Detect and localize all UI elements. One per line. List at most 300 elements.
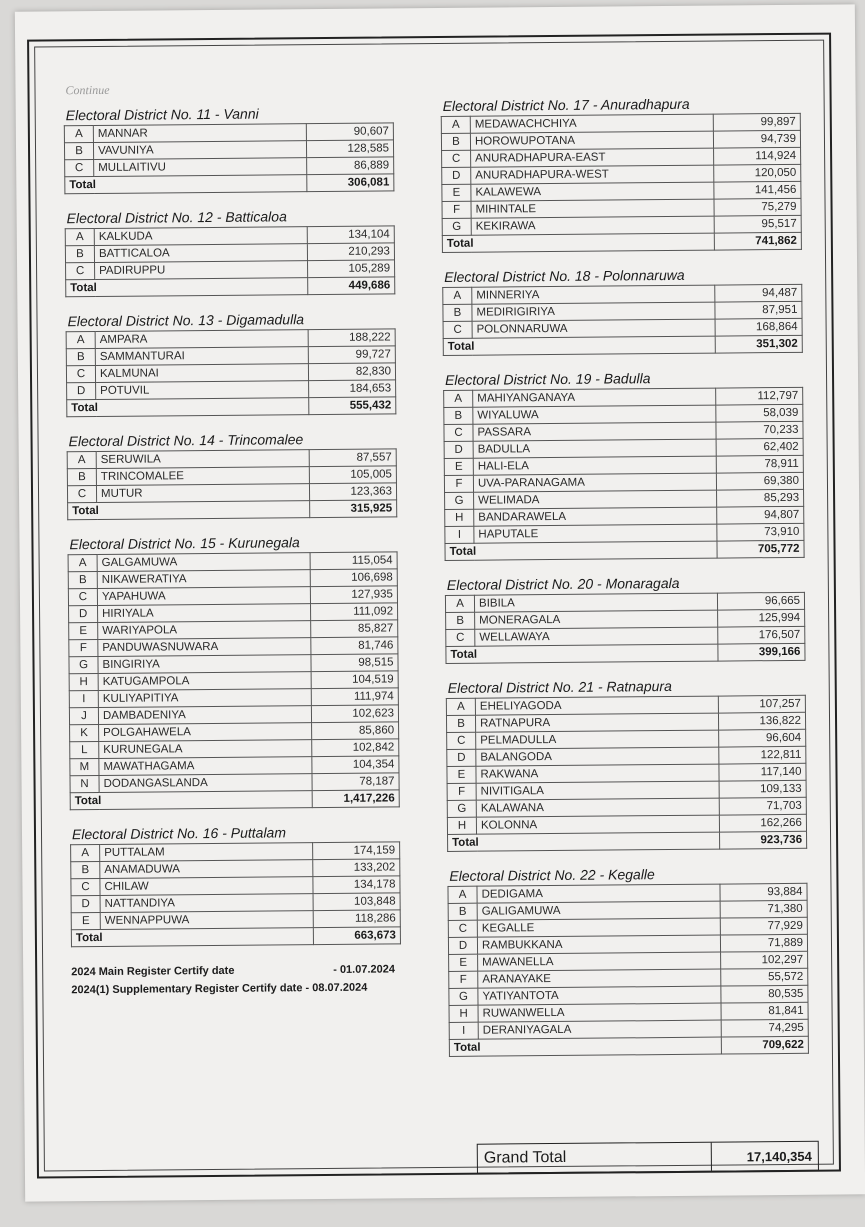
division-voters: 94,739	[713, 130, 800, 148]
division-name: MAWATHAGAMA	[99, 757, 312, 776]
division-name: BALANGODA	[476, 747, 719, 766]
total-row	[445, 540, 804, 560]
division-letter: B	[443, 304, 472, 321]
division-voters: 125,994	[718, 609, 805, 627]
division-name: DAMBADENIYA	[98, 706, 311, 725]
division-letter: E	[447, 766, 476, 783]
right-column	[441, 95, 809, 1073]
division-letter: C	[66, 263, 95, 280]
division-letter: F	[447, 783, 476, 800]
division-voters: 188,222	[308, 329, 395, 347]
division-voters: 141,456	[714, 181, 801, 199]
total-label: Total	[70, 791, 312, 810]
division-voters: 87,557	[309, 449, 396, 467]
division-letter: B	[65, 246, 94, 263]
total-row	[68, 500, 397, 520]
district-block	[443, 369, 805, 561]
division-letter: E	[69, 622, 98, 639]
division-voters: 75,279	[714, 198, 801, 216]
division-letter: B	[71, 861, 100, 878]
division-name: RATNAPURA	[475, 713, 718, 732]
grand-total-label: Grand Total	[478, 1143, 712, 1173]
division-name: KEKIRAWA	[471, 216, 714, 235]
division-name: HALI-ELA	[473, 456, 716, 475]
total-row	[70, 790, 399, 810]
division-voters: 134,104	[307, 226, 394, 244]
division-voters: 73,910	[717, 523, 804, 541]
division-name: BINGIRIYA	[98, 655, 311, 674]
division-letter: D	[442, 167, 471, 184]
division-letter: C	[66, 365, 95, 382]
division-name: KALAWANA	[476, 798, 719, 817]
division-voters: 87,951	[715, 301, 802, 319]
total-value: 923,736	[720, 831, 807, 849]
district-block	[67, 533, 399, 810]
division-letter: B	[448, 903, 477, 920]
total-row	[446, 643, 805, 663]
division-name: GALGAMUWA	[97, 553, 310, 572]
total-label: Total	[449, 1037, 721, 1056]
division-voters: 70,233	[716, 421, 803, 439]
division-voters: 85,827	[311, 620, 398, 638]
total-label: Total	[448, 832, 720, 851]
district-title: Electoral District No. 17 - Anuradhapura	[442, 95, 690, 114]
division-voters: 104,354	[312, 756, 399, 774]
division-letter: K	[70, 724, 99, 741]
division-letter: B	[441, 133, 470, 150]
division-name: RUWANWELLA	[478, 1003, 721, 1022]
division-letter: A	[71, 844, 100, 861]
division-letter: G	[442, 218, 471, 235]
division-name: RAKWANA	[476, 764, 719, 783]
district-table	[67, 448, 398, 520]
division-name: RAMBUKKANA	[477, 935, 720, 954]
division-letter: C	[444, 424, 473, 441]
district-block	[447, 865, 809, 1057]
certify-notes	[71, 960, 401, 999]
division-voters: 96,665	[717, 592, 804, 610]
division-name: NATTANDIYA	[100, 894, 313, 913]
division-voters: 184,653	[309, 380, 396, 398]
division-voters: 99,897	[713, 113, 800, 131]
division-voters: 111,092	[311, 603, 398, 621]
district-block	[70, 823, 401, 947]
division-letter: M	[70, 758, 99, 775]
division-letter: A	[441, 116, 470, 133]
division-name: CHILAW	[100, 877, 313, 896]
division-name: ANAMADUWA	[100, 860, 313, 879]
division-name: WENNAPPUWA	[100, 911, 313, 930]
division-voters: 210,293	[307, 243, 394, 261]
division-letter: A	[448, 886, 477, 903]
division-voters: 134,178	[313, 876, 400, 894]
division-name: ARANAYAKE	[478, 969, 721, 988]
division-voters: 78,187	[312, 773, 399, 791]
district-table	[68, 551, 400, 810]
division-voters: 98,515	[311, 654, 398, 672]
division-voters: 127,935	[310, 586, 397, 604]
total-label: Total	[65, 175, 307, 194]
district-block	[442, 266, 803, 356]
division-letter: C	[67, 485, 96, 502]
division-name: POLGAHAWELA	[99, 723, 312, 742]
division-name: ANURADHAPURA-WEST	[471, 165, 714, 184]
division-name: MEDIRIGIRIYA	[472, 302, 715, 321]
division-name: DEDIGAMA	[477, 884, 720, 903]
total-row	[448, 831, 807, 851]
division-name: MAHIYANGANAYA	[473, 388, 716, 407]
division-name: YATIYANTOTA	[478, 986, 721, 1005]
division-letter: A	[68, 554, 97, 571]
total-value: 399,166	[718, 643, 805, 661]
supplementary-register-date: - 08.07.2024	[305, 981, 368, 995]
division-letter: E	[442, 184, 471, 201]
division-letter: D	[71, 895, 100, 912]
division-name: MULLAITIVU	[94, 158, 307, 177]
division-name: WELLAWAYA	[475, 627, 718, 646]
division-voters: 85,860	[312, 722, 399, 740]
division-voters: 62,402	[716, 438, 803, 456]
district-block	[446, 677, 807, 852]
division-name: KALKUDA	[94, 227, 307, 246]
total-value: 449,686	[308, 277, 395, 295]
division-letter: H	[445, 509, 474, 526]
division-letter: G	[69, 656, 98, 673]
district-table	[442, 284, 803, 356]
division-name: VAVUNIYA	[93, 141, 306, 160]
district-block	[67, 430, 398, 520]
district-title: Electoral District No. 12 - Batticaloa	[66, 208, 287, 227]
total-value: 351,302	[715, 335, 802, 353]
division-name: KALAWEWA	[471, 182, 714, 201]
division-name: HOROWUPOTANA	[470, 131, 713, 150]
division-voters: 136,822	[718, 712, 805, 730]
division-voters: 86,889	[307, 157, 394, 175]
division-name: MINNERIYA	[472, 285, 715, 304]
division-letter: F	[444, 475, 473, 492]
division-voters: 104,519	[311, 671, 398, 689]
main-register-label: 2024 Main Register Certify date	[71, 964, 235, 979]
division-voters: 90,607	[306, 123, 393, 141]
division-voters: 74,295	[721, 1019, 808, 1037]
total-label: Total	[66, 278, 308, 297]
total-label: Total	[443, 336, 715, 355]
division-letter: H	[69, 673, 98, 690]
total-value: 555,432	[309, 397, 396, 415]
division-letter: F	[449, 971, 478, 988]
division-letter: C	[68, 588, 97, 605]
division-name: KALMUNAI	[95, 364, 308, 383]
division-voters: 71,703	[719, 797, 806, 815]
division-voters: 94,807	[717, 506, 804, 524]
division-voters: 77,929	[720, 917, 807, 935]
division-name: KOLONNA	[476, 815, 719, 834]
division-voters: 71,380	[720, 900, 807, 918]
total-label: Total	[68, 501, 310, 520]
division-name: BANDARAWELA	[474, 507, 717, 526]
grand-total-box	[477, 1141, 819, 1174]
division-voters: 85,293	[717, 489, 804, 507]
division-voters: 93,884	[720, 883, 807, 901]
total-label: Total	[446, 644, 718, 663]
division-name: PUTTALAM	[100, 843, 313, 862]
division-letter: C	[447, 732, 476, 749]
district-table	[70, 841, 401, 947]
division-voters: 102,623	[311, 705, 398, 723]
division-letter: L	[70, 741, 99, 758]
division-voters: 162,266	[719, 814, 806, 832]
division-voters: 168,864	[715, 318, 802, 336]
page-border	[27, 33, 841, 1179]
division-letter: G	[449, 988, 478, 1005]
division-letter: D	[69, 605, 98, 622]
left-column	[64, 104, 402, 999]
division-voters: 94,487	[715, 284, 802, 302]
district-table	[443, 387, 804, 561]
total-row	[71, 927, 400, 947]
total-row	[449, 1036, 808, 1056]
division-voters: 102,297	[721, 951, 808, 969]
division-voters: 102,842	[312, 739, 399, 757]
continue-label: Continue	[65, 82, 110, 98]
division-letter: C	[65, 160, 94, 177]
district-title: Electoral District No. 13 - Digamadulla	[67, 311, 305, 330]
district-title: Electoral District No. 16 - Puttalam	[71, 824, 287, 843]
division-voters: 80,535	[721, 985, 808, 1003]
district-block	[64, 104, 395, 194]
district-title: Electoral District No. 15 - Kurunegala	[69, 534, 300, 553]
district-title: Electoral District No. 20 - Monaragala	[446, 574, 680, 593]
division-letter: J	[69, 707, 98, 724]
total-value: 663,673	[313, 927, 400, 945]
district-table	[441, 113, 802, 253]
division-voters: 109,133	[719, 780, 806, 798]
division-voters: 82,830	[308, 363, 395, 381]
division-letter: B	[446, 715, 475, 732]
division-name: PASSARA	[473, 422, 716, 441]
supplementary-register-line	[71, 978, 401, 999]
division-letter: E	[444, 458, 473, 475]
division-voters: 96,604	[719, 729, 806, 747]
division-name: MIHINTALE	[471, 199, 714, 218]
division-letter: B	[67, 468, 96, 485]
division-voters: 78,911	[716, 455, 803, 473]
division-voters: 123,363	[309, 483, 396, 501]
total-row	[66, 277, 395, 297]
division-name: EHELIYAGODA	[475, 696, 718, 715]
total-value: 705,772	[717, 540, 804, 558]
division-letter: C	[442, 150, 471, 167]
district-table	[445, 592, 806, 664]
district-title: Electoral District No. 22 - Kegalle	[449, 866, 655, 884]
division-letter: C	[71, 878, 100, 895]
division-name: NIVITIGALA	[476, 781, 719, 800]
division-name: MAWANELLA	[478, 952, 721, 971]
division-letter: C	[446, 629, 475, 646]
division-letter: E	[71, 912, 100, 929]
division-voters: 71,889	[720, 934, 807, 952]
division-letter: D	[448, 937, 477, 954]
division-letter: B	[68, 571, 97, 588]
district-title: Electoral District No. 14 - Trincomalee	[68, 431, 304, 450]
division-name: KURUNEGALA	[99, 740, 312, 759]
supplementary-register-label: 2024(1) Supplementary Register Certify date	[71, 982, 303, 997]
total-label: Total	[71, 928, 313, 947]
division-letter: E	[449, 954, 478, 971]
division-voters: 81,841	[721, 1002, 808, 1020]
division-letter: D	[447, 749, 476, 766]
division-letter: A	[67, 451, 96, 468]
division-name: BATTICALOA	[94, 244, 307, 263]
division-letter: A	[66, 331, 95, 348]
division-letter: A	[446, 698, 475, 715]
division-voters: 106,698	[310, 569, 397, 587]
division-letter: N	[70, 775, 99, 792]
division-name: SERUWILA	[96, 450, 309, 469]
total-label: Total	[67, 398, 309, 417]
division-name: HIRIYALA	[98, 604, 311, 623]
division-voters: 120,050	[714, 164, 801, 182]
division-letter: H	[449, 1005, 478, 1022]
division-letter: I	[449, 1022, 478, 1039]
division-voters: 107,257	[718, 695, 805, 713]
division-name: WARIYAPOLA	[98, 621, 311, 640]
district-block	[65, 207, 396, 297]
division-voters: 99,727	[308, 346, 395, 364]
division-letter: I	[69, 690, 98, 707]
district-title: Electoral District No. 18 - Polonnaruwa	[444, 266, 685, 285]
district-block	[441, 95, 802, 253]
district-table	[446, 695, 807, 852]
division-letter: A	[65, 229, 94, 246]
division-voters: 95,517	[714, 215, 801, 233]
division-voters: 115,054	[310, 552, 397, 570]
total-row	[443, 335, 802, 355]
total-label: Total	[442, 233, 714, 252]
division-name: DODANGASLANDA	[99, 774, 312, 793]
division-name: MEDAWACHCHIYA	[470, 114, 713, 133]
division-name: POTUVIL	[96, 381, 309, 400]
division-name: POLONNARUWA	[472, 319, 715, 338]
division-letter: D	[67, 382, 96, 399]
division-voters: 133,202	[313, 859, 400, 877]
division-voters: 117,140	[719, 763, 806, 781]
division-letter: A	[444, 390, 473, 407]
division-name: HAPUTALE	[474, 524, 717, 543]
division-voters: 81,746	[311, 637, 398, 655]
division-name: PELMADULLA	[476, 730, 719, 749]
division-voters: 128,585	[306, 140, 393, 158]
district-title: Electoral District No. 19 - Badulla	[444, 370, 651, 388]
division-letter: H	[447, 817, 476, 834]
total-value: 741,862	[714, 232, 801, 250]
district-table	[66, 328, 397, 417]
division-voters: 55,572	[721, 968, 808, 986]
division-letter: A	[443, 287, 472, 304]
division-name: GALIGAMUWA	[477, 901, 720, 920]
division-voters: 176,507	[718, 626, 805, 644]
division-name: YAPAHUWA	[97, 587, 310, 606]
division-name: MUTUR	[96, 484, 309, 503]
district-block	[65, 310, 396, 417]
division-voters: 174,159	[313, 842, 400, 860]
total-value: 1,417,226	[312, 790, 399, 808]
total-value: 315,925	[310, 500, 397, 518]
division-letter: B	[66, 348, 95, 365]
division-letter: B	[444, 407, 473, 424]
main-register-date: - 01.07.2024	[333, 963, 396, 976]
division-name: KEGALLE	[477, 918, 720, 937]
district-title: Electoral District No. 11 - Vanni	[65, 105, 259, 124]
grand-total-value: 17,140,354	[746, 1148, 812, 1164]
division-name: WELIMADA	[474, 490, 717, 509]
division-voters: 58,039	[716, 404, 803, 422]
total-value: 709,622	[721, 1036, 808, 1054]
division-letter: D	[444, 441, 473, 458]
division-voters: 69,380	[716, 472, 803, 490]
division-letter: B	[64, 143, 93, 160]
district-table	[64, 122, 395, 194]
division-letter: G	[447, 800, 476, 817]
page-border-inner	[34, 40, 834, 1172]
division-name: BADULLA	[473, 439, 716, 458]
division-voters: 118,286	[313, 910, 400, 928]
division-name: TRINCOMALEE	[96, 467, 309, 486]
division-voters: 105,289	[308, 260, 395, 278]
division-voters: 114,924	[714, 147, 801, 165]
division-letter: C	[448, 920, 477, 937]
total-row	[65, 174, 394, 194]
division-voters: 112,797	[716, 387, 803, 405]
division-name: ANURADHAPURA-EAST	[471, 148, 714, 167]
division-letter: A	[64, 126, 93, 143]
division-name: AMPARA	[95, 330, 308, 349]
division-letter: C	[443, 321, 472, 338]
division-voters: 105,005	[309, 466, 396, 484]
total-row	[67, 397, 396, 417]
total-value: 306,081	[307, 174, 394, 192]
document-page	[15, 4, 865, 1201]
division-name: MANNAR	[93, 124, 306, 143]
division-letter: B	[446, 612, 475, 629]
district-title: Electoral District No. 21 - Ratnapura	[447, 677, 672, 696]
division-letter: I	[445, 526, 474, 543]
division-name: NIKAWERATIYA	[97, 570, 310, 589]
district-table	[65, 225, 396, 297]
division-letter: G	[445, 492, 474, 509]
division-name: BIBILA	[474, 593, 717, 612]
division-name: UVA-PARANAGAMA	[473, 473, 716, 492]
division-name: PANDUWASNUWARA	[98, 638, 311, 657]
division-name: DERANIYAGALA	[478, 1020, 721, 1039]
division-voters: 103,848	[313, 893, 400, 911]
division-name: MONERAGALA	[475, 610, 718, 629]
district-table	[447, 883, 808, 1057]
total-row	[442, 232, 801, 252]
total-label: Total	[445, 541, 717, 560]
division-name: PADIRUPPU	[95, 261, 308, 280]
division-letter: F	[69, 639, 98, 656]
division-name: SAMMANTURAI	[95, 347, 308, 366]
district-block	[445, 574, 806, 664]
division-name: WIYALUWA	[473, 405, 716, 424]
division-voters: 122,811	[719, 746, 806, 764]
division-letter: A	[445, 595, 474, 612]
division-voters: 111,974	[311, 688, 398, 706]
division-name: KULIYAPITIYA	[98, 689, 311, 708]
division-letter: F	[442, 201, 471, 218]
division-name: KATUGAMPOLA	[98, 672, 311, 691]
